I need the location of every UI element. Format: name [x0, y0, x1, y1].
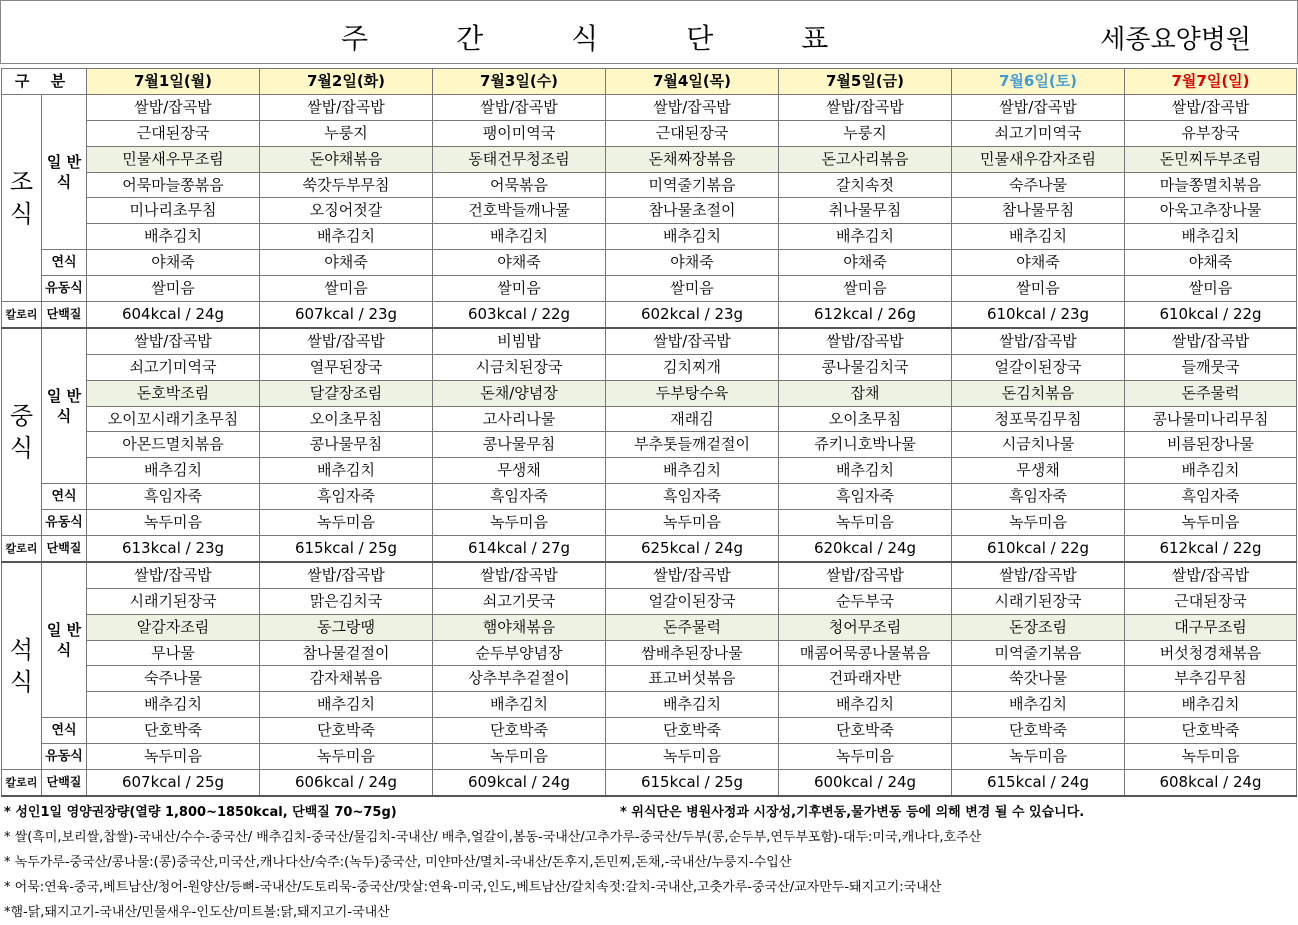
menu-cell: 건호박들깨나물 — [433, 198, 606, 224]
menu-cell: 배추김치 — [87, 458, 260, 484]
nutrition-cell: 615kcal / 24g — [952, 770, 1125, 796]
menu-cell: 근대된장국 — [1125, 588, 1297, 614]
menu-cell: 콩나물김치국 — [779, 354, 952, 380]
note-origin-line: * 녹두가루-중국산/콩나물:(콩)중국산,미국산,캐나다산/숙주:(녹두)중국산, 미얀마산/멸치-국내산/돈후지,돈민찌,돈채,-국내산/누룽지-수입산 — [4, 855, 792, 870]
menu-cell: 숙주나물 — [87, 666, 260, 692]
menu-cell: 돈김치볶음 — [952, 380, 1125, 406]
menu-cell: 콩나물무침 — [433, 432, 606, 458]
menu-cell: 배추김치 — [87, 224, 260, 250]
menu-cell: 단호박죽 — [433, 718, 606, 744]
menu-cell: 야채죽 — [87, 250, 260, 276]
nutrition-cell: 610kcal / 22g — [1125, 302, 1297, 328]
menu-row — [2, 380, 1297, 406]
header-row — [2, 69, 1297, 95]
menu-cell: 돈주물럭 — [1125, 380, 1297, 406]
nutrition-cell: 606kcal / 24g — [260, 770, 433, 796]
menu-cell: 어묵볶음 — [433, 172, 606, 198]
general-diet-label: 일 반 식 — [42, 562, 87, 718]
title-char: 주 — [341, 22, 369, 55]
menu-cell: 쌀밥/잡곡밥 — [1125, 94, 1297, 120]
menu-row — [2, 198, 1297, 224]
menu-cell: 얼갈이된장국 — [952, 354, 1125, 380]
menu-cell: 참나물초절이 — [606, 198, 779, 224]
weekly-menu-table — [1, 68, 1297, 797]
menu-cell: 쌀밥/잡곡밥 — [779, 94, 952, 120]
title-char: 표 — [801, 22, 829, 55]
menu-cell: 쌀밥/잡곡밥 — [433, 94, 606, 120]
meal-label: 중 식 — [2, 328, 42, 536]
menu-cell: 쌀밥/잡곡밥 — [1125, 328, 1297, 354]
menu-cell: 녹두미음 — [1125, 510, 1297, 536]
menu-cell: 쇠고기미역국 — [87, 354, 260, 380]
menu-cell: 쌀미음 — [606, 276, 779, 302]
day-header: 7월4일(목) — [606, 69, 779, 95]
menu-cell: 쌀밥/잡곡밥 — [606, 328, 779, 354]
general-diet-label: 일 반 식 — [42, 328, 87, 484]
menu-cell: 쌀미음 — [779, 276, 952, 302]
hospital-name: 세종요양병원 — [1100, 25, 1251, 55]
soft-diet-label: 연식 — [42, 250, 87, 276]
nutrition-cell: 615kcal / 25g — [606, 770, 779, 796]
menu-cell: 버섯청경채볶음 — [1125, 640, 1297, 666]
menu-cell: 배추김치 — [606, 692, 779, 718]
note-origin-line: * 어묵:연육-중국,베트남산/청어-원양산/등뼈-국내산/도토리묵-중국산/맛살:연육-미국,인도,베트남산/갈치속젓:갈치-국내산,고춧가루-중국산/교자만두-돼지고기:국내산 — [4, 880, 942, 895]
day-header: 7월7일(일) — [1125, 69, 1297, 95]
menu-cell: 쌀미음 — [952, 276, 1125, 302]
menu-cell: 쌀미음 — [433, 276, 606, 302]
menu-cell: 건파래자반 — [779, 666, 952, 692]
nutrition-cell: 607kcal / 25g — [87, 770, 260, 796]
menu-cell: 흑임자죽 — [606, 484, 779, 510]
menu-cell: 무나물 — [87, 640, 260, 666]
menu-cell: 배추김치 — [260, 692, 433, 718]
nutrition-cell: 612kcal / 26g — [779, 302, 952, 328]
menu-cell: 돈채/양념장 — [433, 380, 606, 406]
menu-cell: 햄야채볶음 — [433, 614, 606, 640]
menu-cell: 쌀밥/잡곡밥 — [87, 328, 260, 354]
menu-cell: 쑥갓두부무침 — [260, 172, 433, 198]
menu-cell: 단호박죽 — [260, 718, 433, 744]
menu-row — [2, 172, 1297, 198]
menu-row — [2, 146, 1297, 172]
menu-cell: 배추김치 — [1125, 224, 1297, 250]
menu-cell: 단호박죽 — [952, 718, 1125, 744]
nutrition-cell: 602kcal / 23g — [606, 302, 779, 328]
menu-cell: 배추김치 — [606, 224, 779, 250]
menu-cell: 배추김치 — [779, 224, 952, 250]
menu-cell: 배추김치 — [952, 692, 1125, 718]
menu-cell: 무생채 — [433, 458, 606, 484]
soft-diet-row — [2, 718, 1297, 744]
menu-cell: 쌀밥/잡곡밥 — [606, 562, 779, 588]
menu-row — [2, 406, 1297, 432]
menu-cell: 쌀밥/잡곡밥 — [433, 562, 606, 588]
nutrition-cell: 600kcal / 24g — [779, 770, 952, 796]
menu-cell: 돈장조림 — [952, 614, 1125, 640]
notes-header-row — [4, 800, 1085, 825]
menu-cell: 배추김치 — [1125, 692, 1297, 718]
menu-cell: 비름된장나물 — [1125, 432, 1297, 458]
nutrition-cell: 604kcal / 24g — [87, 302, 260, 328]
day-header: 7월6일(토) — [952, 69, 1125, 95]
liquid-diet-label: 유동식 — [42, 744, 87, 770]
menu-cell: 녹두미음 — [260, 510, 433, 536]
menu-cell: 들깨뭇국 — [1125, 354, 1297, 380]
nutrition-cell: 620kcal / 24g — [779, 536, 952, 562]
menu-cell: 표고버섯볶음 — [606, 666, 779, 692]
menu-cell: 배추김치 — [433, 692, 606, 718]
nutrition-cell: 608kcal / 24g — [1125, 770, 1297, 796]
menu-row — [2, 458, 1297, 484]
menu-cell: 맑은김치국 — [260, 588, 433, 614]
protein-label: 단백질 — [42, 302, 87, 328]
menu-cell: 동그랑땡 — [260, 614, 433, 640]
menu-cell: 야채죽 — [260, 250, 433, 276]
menu-cell: 야채죽 — [606, 250, 779, 276]
general-diet-label: 일 반 식 — [42, 94, 87, 249]
menu-cell: 유부장국 — [1125, 120, 1297, 146]
title-char: 간 — [456, 22, 484, 55]
menu-cell: 동태건무청조림 — [433, 146, 606, 172]
nutrition-cell: 615kcal / 25g — [260, 536, 433, 562]
menu-cell: 배추김치 — [433, 224, 606, 250]
menu-cell: 아몬드멸치볶음 — [87, 432, 260, 458]
menu-cell: 어묵마늘쫑볶음 — [87, 172, 260, 198]
menu-cell: 오이초무침 — [779, 406, 952, 432]
menu-cell: 오징어젓갈 — [260, 198, 433, 224]
menu-cell: 쌈배추된장나물 — [606, 640, 779, 666]
menu-cell: 흑임자죽 — [87, 484, 260, 510]
calorie-label: 칼로리 — [2, 536, 42, 562]
menu-cell: 돈주물럭 — [606, 614, 779, 640]
nutrition-cell: 612kcal / 22g — [1125, 536, 1297, 562]
menu-cell: 녹두미음 — [952, 510, 1125, 536]
menu-cell: 흑임자죽 — [1125, 484, 1297, 510]
menu-cell: 흑임자죽 — [433, 484, 606, 510]
page-title — [341, 17, 916, 57]
menu-cell: 돈야채볶음 — [260, 146, 433, 172]
menu-cell: 순두부국 — [779, 588, 952, 614]
menu-row — [2, 692, 1297, 718]
menu-cell: 쥬키니호박나물 — [779, 432, 952, 458]
menu-cell: 녹두미음 — [606, 744, 779, 770]
menu-cell: 비빔밥 — [433, 328, 606, 354]
menu-cell: 야채죽 — [779, 250, 952, 276]
menu-cell: 단호박죽 — [1125, 718, 1297, 744]
nutrition-cell: 607kcal / 23g — [260, 302, 433, 328]
soft-diet-row — [2, 484, 1297, 510]
menu-cell: 열무된장국 — [260, 354, 433, 380]
note-nutrition-recommendation: * 성인1일 영양권장량(열량 1,800~1850kcal, 단백질 70~75g) — [4, 805, 397, 820]
menu-cell: 시래기된장국 — [87, 588, 260, 614]
menu-cell: 배추김치 — [1125, 458, 1297, 484]
day-header: 7월3일(수) — [433, 69, 606, 95]
calorie-label: 칼로리 — [2, 770, 42, 796]
protein-label: 단백질 — [42, 770, 87, 796]
menu-cell: 잡채 — [779, 380, 952, 406]
menu-cell: 쌀밥/잡곡밥 — [952, 94, 1125, 120]
meal-label: 조 식 — [2, 94, 42, 301]
menu-cell: 누룽지 — [260, 120, 433, 146]
menu-cell: 쌀밥/잡곡밥 — [87, 94, 260, 120]
menu-cell: 쑥갓나물 — [952, 666, 1125, 692]
menu-cell: 쌀밥/잡곡밥 — [260, 94, 433, 120]
soft-diet-row — [2, 250, 1297, 276]
header-label: 구 분 — [2, 69, 87, 95]
menu-cell: 쌀밥/잡곡밥 — [1125, 562, 1297, 588]
menu-row — [2, 614, 1297, 640]
menu-cell: 야채죽 — [952, 250, 1125, 276]
menu-cell: 상추부추겉절이 — [433, 666, 606, 692]
menu-cell: 두부탕수육 — [606, 380, 779, 406]
menu-cell: 얼갈이된장국 — [606, 588, 779, 614]
menu-cell: 근대된장국 — [606, 120, 779, 146]
menu-cell: 배추김치 — [260, 458, 433, 484]
menu-cell: 누룽지 — [779, 120, 952, 146]
day-header: 7월2일(화) — [260, 69, 433, 95]
menu-cell: 돈고사리볶음 — [779, 146, 952, 172]
menu-row — [2, 666, 1297, 692]
menu-cell: 참나물무침 — [952, 198, 1125, 224]
menu-row — [2, 588, 1297, 614]
menu-cell: 미역줄기볶음 — [606, 172, 779, 198]
soft-diet-label: 연식 — [42, 484, 87, 510]
menu-cell: 청포묵김무침 — [952, 406, 1125, 432]
nutrition-cell: 603kcal / 22g — [433, 302, 606, 328]
day-header: 7월1일(월) — [87, 69, 260, 95]
menu-cell: 녹두미음 — [606, 510, 779, 536]
menu-cell: 팽이미역국 — [433, 120, 606, 146]
menu-cell: 부추톳들깨겉절이 — [606, 432, 779, 458]
nutrition-cell: 609kcal / 24g — [433, 770, 606, 796]
menu-cell: 배추김치 — [952, 224, 1125, 250]
menu-cell: 단호박죽 — [87, 718, 260, 744]
menu-cell: 미역줄기볶음 — [952, 640, 1125, 666]
nutrition-row — [2, 770, 1297, 796]
menu-cell: 녹두미음 — [260, 744, 433, 770]
menu-cell: 시금치나물 — [952, 432, 1125, 458]
menu-cell: 녹두미음 — [87, 510, 260, 536]
menu-cell: 쌀밥/잡곡밥 — [779, 562, 952, 588]
menu-cell: 청어무조림 — [779, 614, 952, 640]
menu-cell: 쌀밥/잡곡밥 — [260, 328, 433, 354]
menu-cell: 민물새우무조림 — [87, 146, 260, 172]
liquid-diet-label: 유동식 — [42, 276, 87, 302]
menu-cell: 쌀밥/잡곡밥 — [952, 328, 1125, 354]
protein-label: 단백질 — [42, 536, 87, 562]
menu-cell: 쌀미음 — [87, 276, 260, 302]
menu-cell: 달걀장조림 — [260, 380, 433, 406]
menu-cell: 녹두미음 — [779, 744, 952, 770]
menu-cell: 취나물무침 — [779, 198, 952, 224]
menu-row — [2, 562, 1297, 588]
nutrition-cell: 610kcal / 23g — [952, 302, 1125, 328]
menu-cell: 민물새우감자조림 — [952, 146, 1125, 172]
menu-cell: 김치찌개 — [606, 354, 779, 380]
calorie-label: 칼로리 — [2, 302, 42, 328]
menu-cell: 배추김치 — [606, 458, 779, 484]
nutrition-cell: 613kcal / 23g — [87, 536, 260, 562]
menu-cell: 쌀미음 — [260, 276, 433, 302]
menu-row — [2, 640, 1297, 666]
menu-cell: 배추김치 — [779, 458, 952, 484]
menu-cell: 쌀밥/잡곡밥 — [260, 562, 433, 588]
menu-cell: 야채죽 — [433, 250, 606, 276]
menu-cell: 녹두미음 — [433, 510, 606, 536]
menu-cell: 오이꼬시래기초무침 — [87, 406, 260, 432]
menu-cell: 녹두미음 — [1125, 744, 1297, 770]
menu-cell: 배추김치 — [87, 692, 260, 718]
nutrition-cell: 614kcal / 27g — [433, 536, 606, 562]
note-origin-line: *햄-닭,돼지고기-국내산/민물새우-인도산/미트볼:닭,돼지고기-국내산 — [4, 905, 390, 920]
menu-cell: 콩나물미나리무침 — [1125, 406, 1297, 432]
menu-cell: 오이초무침 — [260, 406, 433, 432]
menu-cell: 마늘쫑멸치볶음 — [1125, 172, 1297, 198]
menu-cell: 흑임자죽 — [952, 484, 1125, 510]
menu-cell: 쌀밥/잡곡밥 — [606, 94, 779, 120]
liquid-diet-label: 유동식 — [42, 510, 87, 536]
meal-label: 석 식 — [2, 562, 42, 770]
title-char: 단 — [686, 22, 714, 55]
note-origin-line: * 쌀(흑미,보리쌀,찹쌀)-국내산/수수-중국산/ 배추김치-중국산/물김치-국내산/ 배추,얼갈이,봄동-국내산/고추가루-중국산/두부(콩,순두부,연두부포함)-대두:미국,캐나다,호주산 — [4, 830, 982, 845]
menu-cell: 순두부양념장 — [433, 640, 606, 666]
menu-cell: 흑임자죽 — [779, 484, 952, 510]
menu-row — [2, 328, 1297, 354]
menu-cell: 고사리나물 — [433, 406, 606, 432]
menu-cell: 쇠고기뭇국 — [433, 588, 606, 614]
menu-cell: 쌀밥/잡곡밥 — [952, 562, 1125, 588]
menu-cell: 부추김무침 — [1125, 666, 1297, 692]
menu-cell: 재래김 — [606, 406, 779, 432]
menu-row — [2, 120, 1297, 146]
menu-cell: 단호박죽 — [606, 718, 779, 744]
menu-cell: 시래기된장국 — [952, 588, 1125, 614]
title-bar — [0, 0, 1298, 64]
note-change-notice: * 위식단은 병원사정과 시장성,기후변동,물가변동 등에 의해 변경 될 수 있습니다. — [620, 805, 1085, 820]
menu-row — [2, 224, 1297, 250]
menu-cell: 알감자조림 — [87, 614, 260, 640]
menu-cell: 돈호박조림 — [87, 380, 260, 406]
menu-cell: 무생채 — [952, 458, 1125, 484]
menu-cell: 미나리초무침 — [87, 198, 260, 224]
menu-cell: 감자채볶음 — [260, 666, 433, 692]
menu-cell: 아욱고추장나물 — [1125, 198, 1297, 224]
menu-row — [2, 94, 1297, 120]
menu-cell: 시금치된장국 — [433, 354, 606, 380]
nutrition-cell: 610kcal / 22g — [952, 536, 1125, 562]
title-char: 식 — [571, 22, 599, 55]
menu-cell: 녹두미음 — [952, 744, 1125, 770]
menu-cell: 근대된장국 — [87, 120, 260, 146]
menu-cell: 흑임자죽 — [260, 484, 433, 510]
menu-row — [2, 354, 1297, 380]
nutrition-cell: 625kcal / 24g — [606, 536, 779, 562]
menu-cell: 돈채짜장볶음 — [606, 146, 779, 172]
day-header: 7월5일(금) — [779, 69, 952, 95]
menu-cell: 쇠고기미역국 — [952, 120, 1125, 146]
menu-cell: 배추김치 — [779, 692, 952, 718]
menu-cell: 녹두미음 — [779, 510, 952, 536]
menu-cell: 쌀미음 — [1125, 276, 1297, 302]
menu-cell: 돈민찌두부조림 — [1125, 146, 1297, 172]
menu-cell: 콩나물무침 — [260, 432, 433, 458]
liquid-diet-row — [2, 276, 1297, 302]
menu-cell: 야채죽 — [1125, 250, 1297, 276]
menu-cell: 녹두미음 — [433, 744, 606, 770]
menu-cell: 녹두미음 — [87, 744, 260, 770]
menu-row — [2, 432, 1297, 458]
menu-cell: 대구무조림 — [1125, 614, 1297, 640]
nutrition-row — [2, 536, 1297, 562]
menu-cell: 매콤어묵콩나물볶음 — [779, 640, 952, 666]
liquid-diet-row — [2, 510, 1297, 536]
menu-cell: 쌀밥/잡곡밥 — [87, 562, 260, 588]
menu-cell: 배추김치 — [260, 224, 433, 250]
menu-cell: 참나물겉절이 — [260, 640, 433, 666]
menu-cell: 단호박죽 — [779, 718, 952, 744]
menu-cell: 쌀밥/잡곡밥 — [779, 328, 952, 354]
liquid-diet-row — [2, 744, 1297, 770]
menu-cell: 갈치속젓 — [779, 172, 952, 198]
notes — [4, 800, 1085, 925]
nutrition-row — [2, 302, 1297, 328]
soft-diet-label: 연식 — [42, 718, 87, 744]
menu-cell: 숙주나물 — [952, 172, 1125, 198]
